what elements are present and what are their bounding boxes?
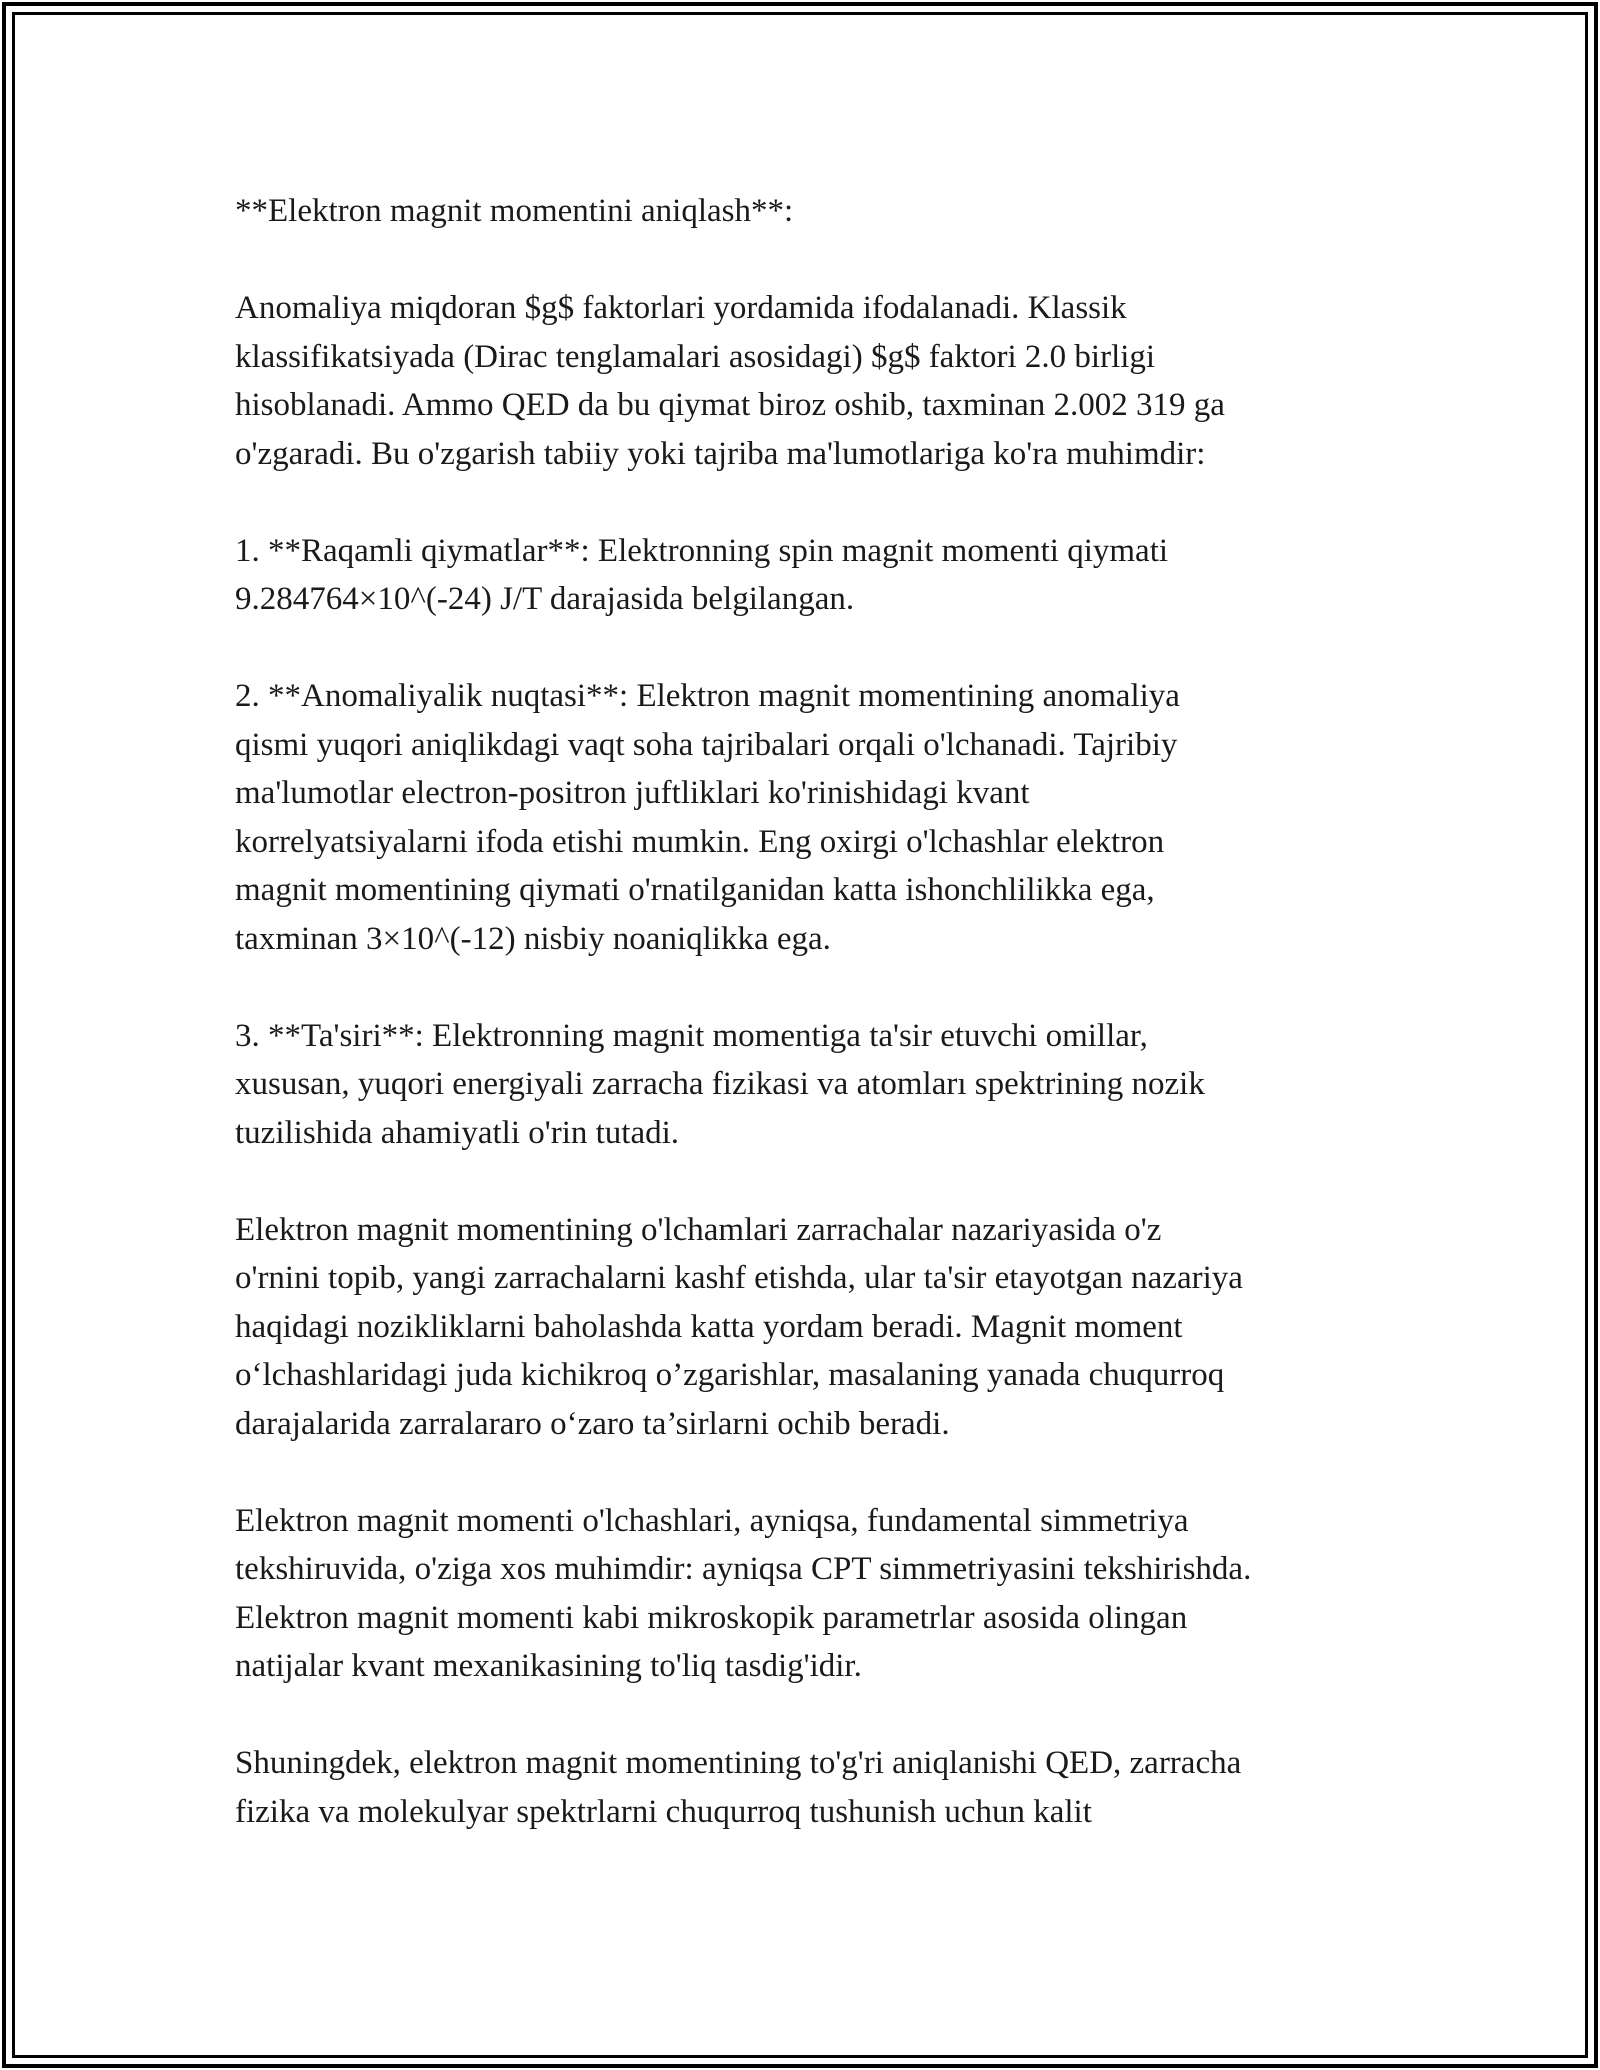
- paragraph-measurements: Elektron magnit momentining o'lchamlari zarrachalar nazariyasida o'z o'rnini topib, yangi zarrachalarni kashf etishda, ular ta'sir etayotgan nazariya haqidagi nozikliklarni baholashda katta yordam beradi. Magnit moment o‘lchashlaridagi juda kichikroq o’zgarishlar, masalaning yanada chuqurroq darajalarida zarralararo o‘zaro ta’sirlarni ochib beradi.: [235, 1211, 1243, 1442]
- document-body: [235, 187, 1380, 1836]
- paragraph-intro: Anomaliya miqdoran $g$ faktorlari yordamida ifodalanadi. Klassik klassifikatsiyada (Dirac tenglamalari asosidagi) $g$ faktori 2.0 birligi hisoblanadi. Ammo QED da bu qiymat biroz oshib, taxminan 2.002 319 ga o'zgaradi. Bu o'zgarish tabiiy yoki tajriba ma'lumotlariga ko'ra muhimdir:: [235, 290, 1225, 472]
- list-item-3: 3. **Ta'siri**: Elektronning magnit momentiga ta'sir etuvchi omillar, xususan, yuqori energiyali zarracha fizikasi va atomları spektrining nozik tuzilishida ahamiyatli o'rin tutadi.: [235, 1017, 1205, 1151]
- paragraph-symmetry: Elektron magnit momenti o'lchashlari, ayniqsa, fundamental simmetriya tekshiruvida, o'ziga xos muhimdir: ayniqsa CPT simmetriyasini tekshirishda. Elektron magnit momenti kabi mikroskopik parametrlar asosida olingan natijalar kvant mexanikasining to'liq tasdig'idir.: [235, 1502, 1252, 1684]
- list-item-2: 2. **Anomaliyalik nuqtasi**: Elektron magnit momentining anomaliya qismi yuqori aniqlikdagi vaqt soha tajribalari orqali o'lchanadi. Tajribiy ma'lumotlar electron-positron juftliklari ko'rinishidagi kvant korrelyatsiyalarni ifoda etishi mumkin. Eng oxirgi o'lchashlar elektron magnit momentining qiymati o'rnatilganidan katta ishonchlilikka ega, taxminan 3×10^(-12) nisbiy noaniqlikka ega.: [235, 678, 1180, 957]
- list-item-1: 1. **Raqamli qiymatlar**: Elektronning spin magnit momenti qiymati 9.284764×10^(-24) J/T darajasida belgilangan.: [235, 532, 1169, 617]
- paragraph-conclusion: Shuningdek, elektron magnit momentining to'g'ri aniqlanishi QED, zarracha fizika va molekulyar spektrlarni chuqurroq tushunish uchun kalit: [235, 1745, 1242, 1830]
- document-heading: **Elektron magnit momentini aniqlash**:: [235, 193, 794, 229]
